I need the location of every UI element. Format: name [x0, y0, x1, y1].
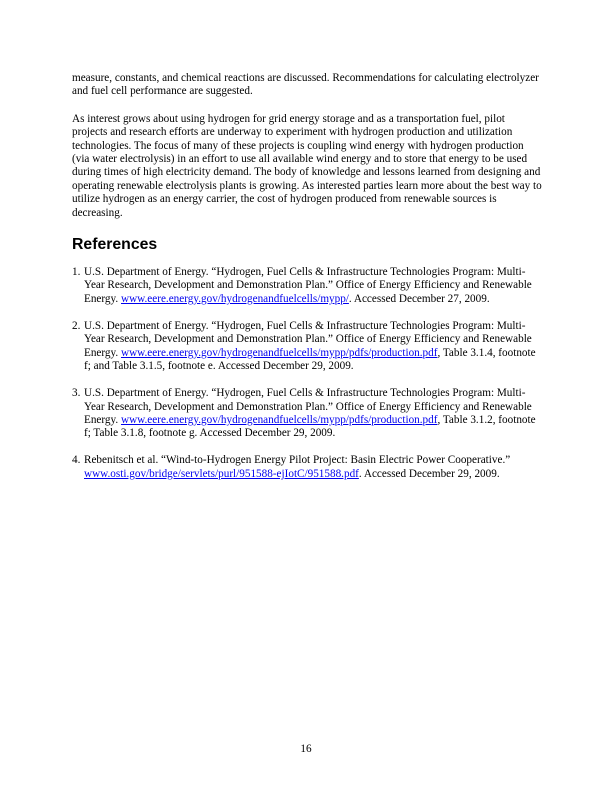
reference-text: , Table 3.1.4, footnote f; and Table 3.1.5, footnote e. Accessed December 29, 2009.	[84, 346, 536, 373]
reference-text: . Accessed December 27, 2009.	[348, 292, 490, 305]
reference-text: Rebenitsch et al. “Wind-to-Hydrogen Energy Pilot Project: Basin Electric Power Cooperative.”	[84, 454, 511, 467]
reference-number: 1.	[72, 266, 81, 279]
reference-number: 2.	[72, 319, 81, 332]
reference-link[interactable]: www.eere.energy.gov/hydrogenandfuelcells/mypp/pdfs/production.pdf	[120, 346, 438, 359]
reference-text: U.S. Department of Energy. “Hydrogen, Fuel Cells & Infrastructure Technologies Program: Multi-Year Research, Development and Demonstration Plan.” Office of Energy Efficiency and Renewable Energy.	[84, 387, 532, 426]
reference-number: 3.	[72, 387, 81, 400]
reference-link[interactable]: www.eere.energy.gov/hydrogenandfuelcells/mypp/pdfs/production.pdf	[120, 413, 438, 426]
reference-text: U.S. Department of Energy. “Hydrogen, Fuel Cells & Infrastructure Technologies Program: Multi-Year Research, Development and Demonstration Plan.” Office of Energy Efficiency and Renewable Energy.	[84, 266, 532, 305]
document-page	[72, 72, 542, 495]
reference-item	[72, 320, 542, 374]
body-paragraph: measure, constants, and chemical reactions are discussed. Recommendations for calculating electrolyzer and fuel cell performance are suggested.	[72, 72, 539, 98]
reference-text: U.S. Department of Energy. “Hydrogen, Fuel Cells & Infrastructure Technologies Program: Multi-Year Research, Development and Demonstration Plan.” Office of Energy Efficiency and Renewable Energy.	[84, 319, 532, 359]
body-paragraph: As interest grows about using hydrogen for grid energy storage and as a transportation fuel, pilot projects and research efforts are underway to experiment with hydrogen production and utilization technologies. The focus of many of these projects is coupling wind energy with hydrogen production (via water electrolysis) in an effort to use all available wind energy and to store that energy to be used during times of high electricity demand. The body of knowledge and lessons learned from designing and operating renewable electrolysis plants is growing. As interested parties learn more about the best way to utilize hydrogen as an energy carrier, the cost of hydrogen produced from renewable sources is decreasing.	[72, 112, 542, 219]
page-number: 16	[300, 743, 312, 755]
reference-number: 4.	[72, 454, 81, 467]
reference-text: , Table 3.1.2, footnote f; Table 3.1.8, footnote g. Accessed December 29, 2009.	[84, 413, 536, 440]
reference-link[interactable]: www.osti.gov/bridge/servlets/purl/951588-ejIotC/951588.pdf	[84, 467, 359, 480]
references-heading: References	[72, 236, 158, 254]
reference-list	[72, 266, 542, 481]
reference-link[interactable]: www.eere.energy.gov/hydrogenandfuelcells/mypp/	[120, 292, 349, 305]
reference-item	[72, 454, 542, 481]
reference-item	[72, 387, 542, 441]
reference-item	[72, 266, 542, 306]
reference-text: . Accessed December 29, 2009.	[358, 467, 500, 480]
